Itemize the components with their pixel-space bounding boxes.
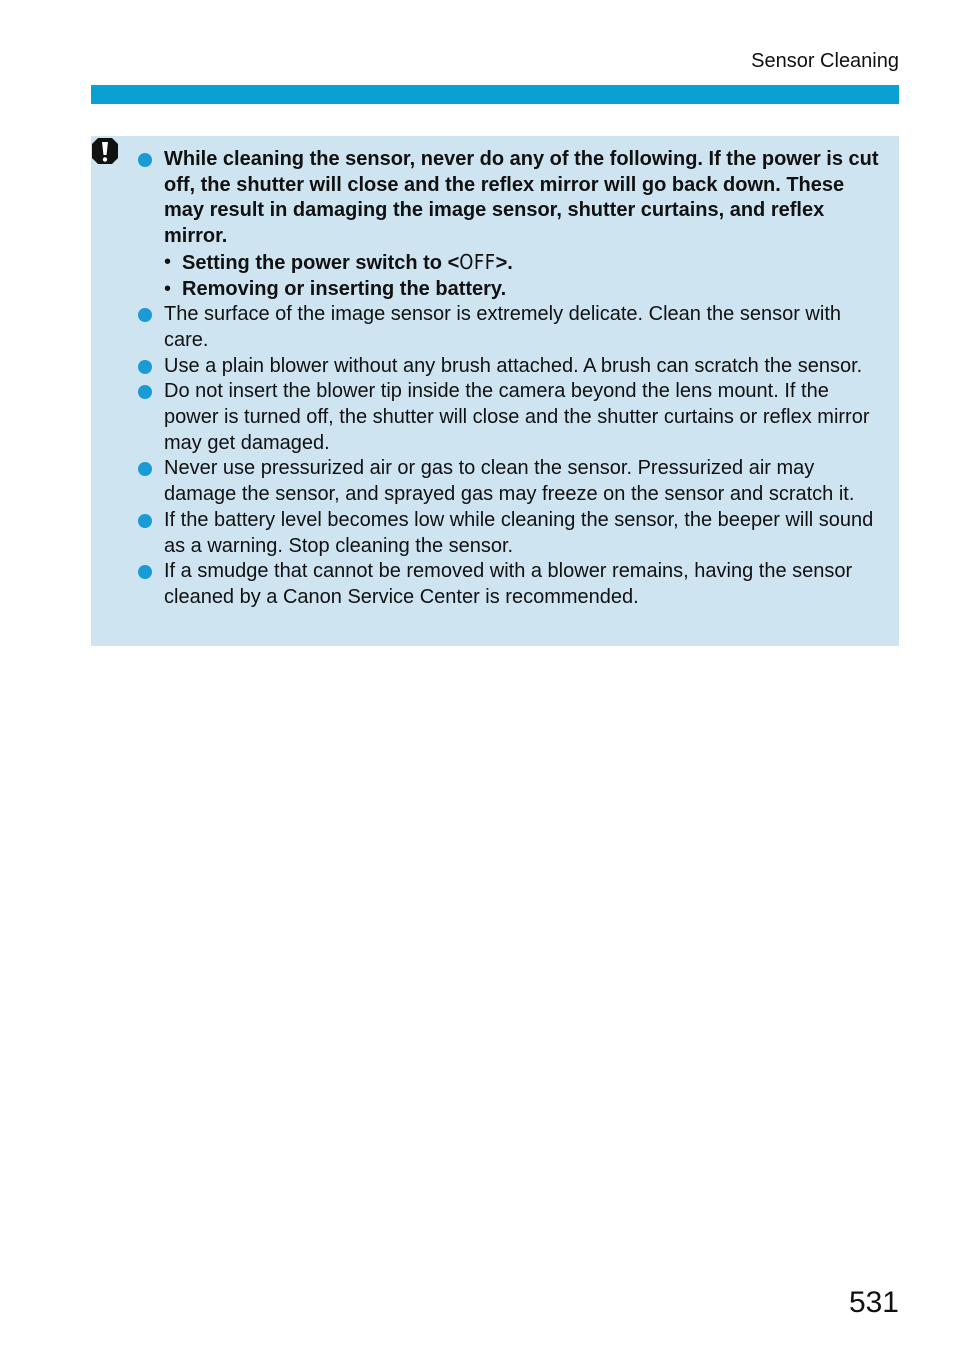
caution-lead-item: [138, 147, 888, 302]
subitem-text-prefix: Setting the power switch to <: [182, 251, 460, 274]
sub-bullet-icon: •: [164, 250, 172, 273]
caution-lead-text: While cleaning the sensor, never do any of the following. If the power is cut off, the shutter will close and the reflex mirror will go back down. These may result in damaging the image sensor, shutter curtains, and reflex mirror.: [164, 148, 879, 248]
bullet-dot-icon: [138, 385, 152, 399]
caution-list: [138, 147, 888, 611]
bullet-dot-icon: [138, 514, 152, 528]
caution-item: [138, 508, 888, 559]
caution-item-text: If a smudge that cannot be removed with a blower remains, having the sensor cleaned by a Canon Service Center is recommended.: [164, 560, 853, 608]
bullet-dot-icon: [138, 462, 152, 476]
caution-item: [138, 354, 888, 380]
caution-item-text: Do not insert the blower tip inside the camera beyond the lens mount. If the power is turned off, the shutter will close and the shutter curtains or reflex mirror may get damaged.: [164, 380, 870, 454]
bullet-dot-icon: [138, 308, 152, 322]
caution-item: [138, 559, 888, 610]
caution-exclamation-icon: [91, 136, 119, 166]
bullet-dot-icon: [138, 565, 152, 579]
caution-item: [138, 456, 888, 507]
caution-item-text: Never use pressurized air or gas to clean the sensor. Pressurized air may damage the sensor, and sprayed gas may freeze on the sensor and scratch it.: [164, 457, 855, 506]
caution-subitem: [164, 277, 888, 303]
sub-bullet-icon: •: [164, 277, 172, 300]
bullet-dot-icon: [138, 153, 152, 167]
caution-item: [138, 379, 888, 456]
header-accent-bar: [91, 85, 899, 104]
caution-box: [91, 136, 899, 646]
section-title: Sensor Cleaning: [751, 50, 899, 72]
caution-item: [138, 302, 888, 353]
page-number: 531: [848, 1286, 899, 1319]
caution-sublist: [164, 250, 888, 302]
subitem-text-suffix: >.: [495, 251, 513, 274]
caution-item-text: The surface of the image sensor is extremely delicate. Clean the sensor with care.: [164, 303, 841, 351]
bullet-dot-icon: [138, 360, 152, 374]
subitem-text-prefix: Removing or inserting the battery.: [182, 277, 507, 300]
caution-item-text: Use a plain blower without any brush attached. A brush can scratch the sensor.: [164, 354, 863, 377]
caution-subitem: [164, 250, 888, 277]
off-switch-glyph: OFF: [459, 249, 496, 274]
caution-item-text: If the battery level becomes low while cleaning the sensor, the beeper will sound as a warning. Stop cleaning the sensor.: [164, 508, 874, 557]
